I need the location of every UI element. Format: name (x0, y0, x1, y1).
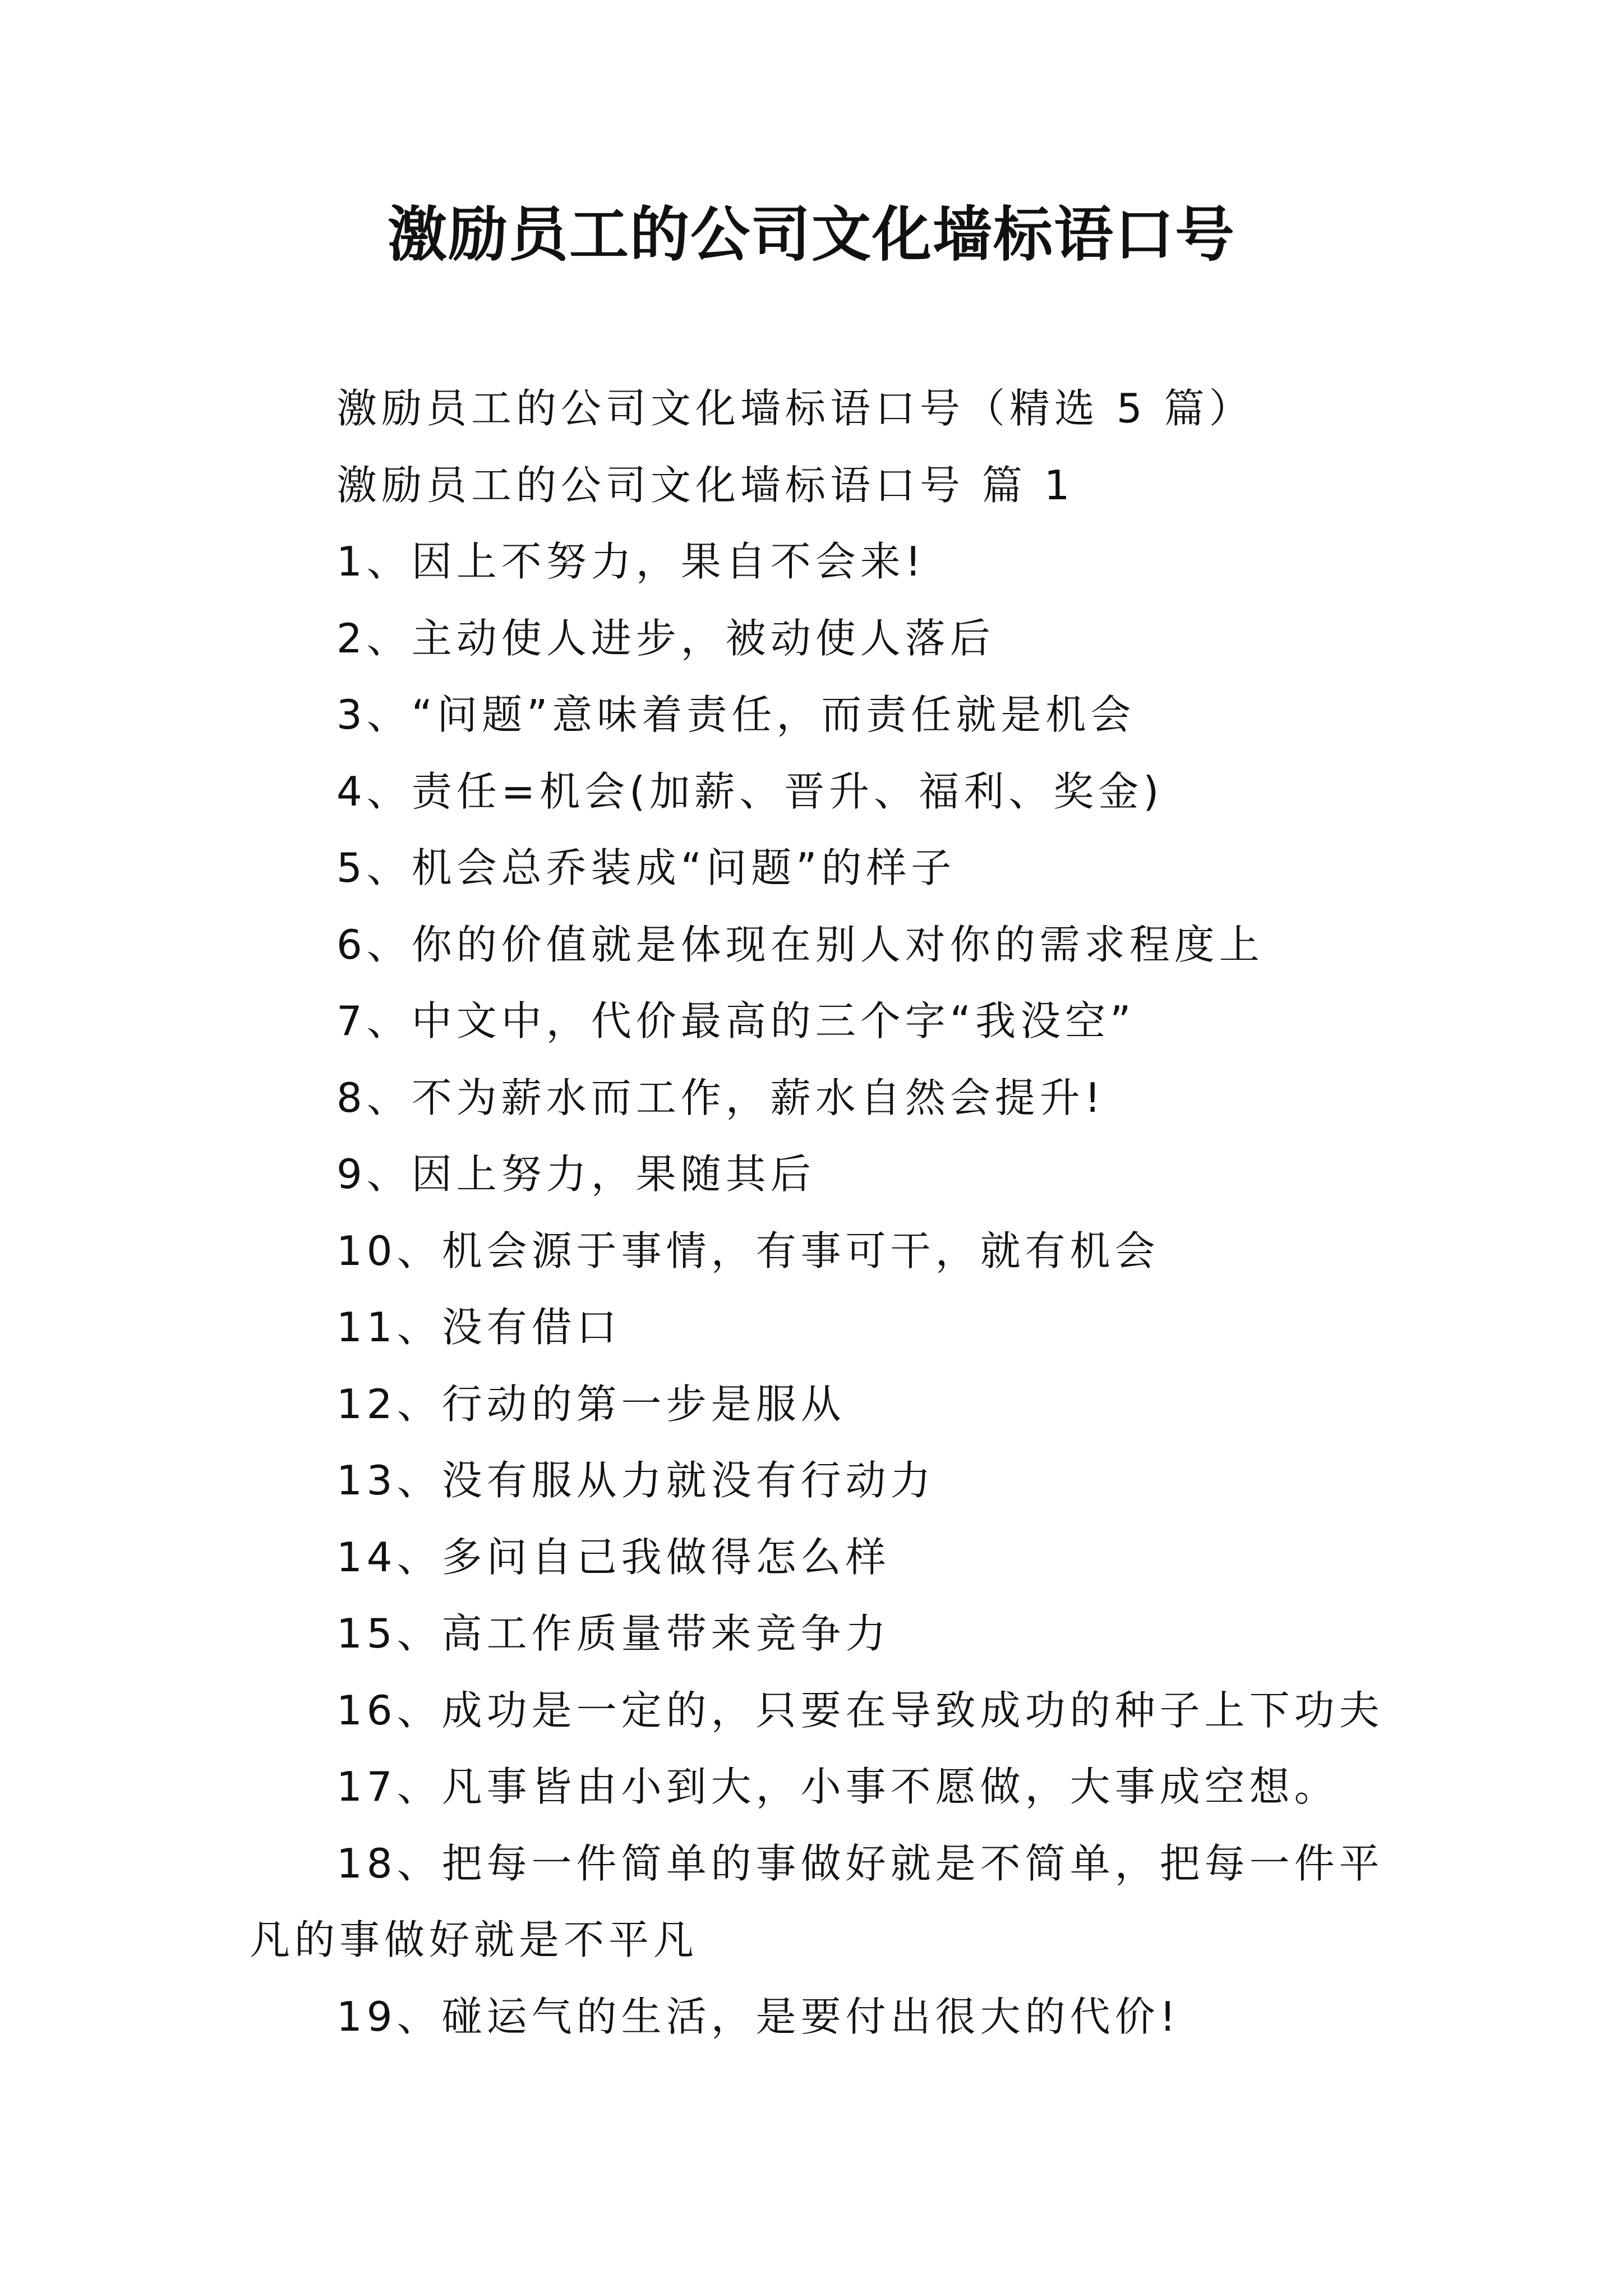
slogan-item: 6、你的价值就是体现在别人对你的需求程度上 (336, 921, 1264, 968)
document-subtitle: 激励员工的公司文化墙标语口号（精选 5 篇） (336, 385, 1254, 432)
slogan-item: 19、碰运气的生活，是要付出很大的代价! (336, 1993, 1181, 2040)
slogan-item: 15、高工作质量带来竞争力 (336, 1610, 891, 1657)
page-title: 激励员工的公司文化墙标语口号 (388, 199, 1235, 269)
slogan-item: 9、因上努力，果随其后 (336, 1151, 815, 1198)
slogan-item: 7、中文中，代价最高的三个字“我没空” (336, 997, 1136, 1045)
slogan-item: 8、不为薪水而工作，薪水自然会提升! (336, 1074, 1105, 1121)
slogan-item: 4、责任=机会(加薪、晋升、福利、奖金) (336, 767, 1164, 815)
slogan-item: 17、凡事皆由小到大，小事不愿做，大事成空想。 (336, 1763, 1339, 1810)
slogan-item: 5、机会总乔装成“问题”的样子 (336, 844, 956, 891)
slogan-item: 16、成功是一定的，只要在导致成功的种子上下功夫 (336, 1686, 1384, 1734)
slogan-item: 1、因上不努力，果自不会来! (336, 538, 926, 585)
slogan-item: 18、把每一件简单的事做好就是不简单，把每一件平凡的事做好就是不平凡 (250, 1839, 1384, 1963)
slogan-item: 13、没有服从力就没有行动力 (336, 1457, 935, 1504)
slogan-item: 11、没有借口 (336, 1304, 621, 1351)
section-heading: 激励员工的公司文化墙标语口号 篇 1 (336, 461, 1075, 509)
slogan-item: 3、“问题”意味着责任，而责任就是机会 (336, 691, 1136, 738)
slogan-item: 2、主动使人进步，被动使人落后 (336, 614, 995, 662)
slogan-item: 12、行动的第一步是服从 (336, 1380, 846, 1428)
slogan-item: 10、机会源于事情，有事可干，就有机会 (336, 1227, 1160, 1274)
slogan-item: 14、多问自己我做得怎么样 (336, 1533, 891, 1581)
document-body (250, 370, 1388, 2055)
